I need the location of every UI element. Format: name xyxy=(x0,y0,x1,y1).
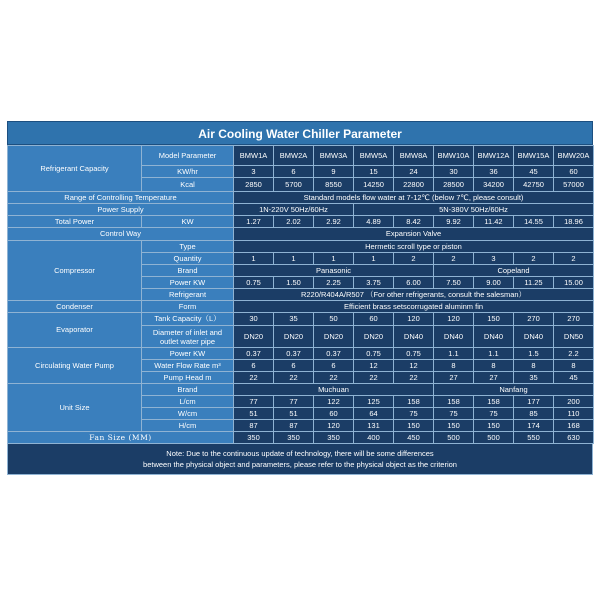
compressor-power-cell: 1.50 xyxy=(274,277,314,289)
compressor-power-cell: 3.75 xyxy=(354,277,394,289)
pump-flow-cell: 12 xyxy=(394,360,434,372)
pump-flow-label: Water Flow Rate m³ xyxy=(142,360,234,372)
tank-capacity-cell: 120 xyxy=(434,313,474,326)
capacity-kw-cell: 45 xyxy=(514,166,554,178)
fan-size-cell: 350 xyxy=(234,432,274,444)
compressor-quantity-cell: 1 xyxy=(354,253,394,265)
pump-flow-cell: 8 xyxy=(434,360,474,372)
condenser-form-value: Efficient brass setscorrugated aluminm fin xyxy=(234,301,594,313)
control-way-label: Control Way xyxy=(8,228,234,241)
capacity-kcal-cell: 8550 xyxy=(314,178,354,192)
compressor-power-label: Power KW xyxy=(142,277,234,289)
compressor-type-value: Hermetic scroll type or piston xyxy=(234,241,594,253)
compressor-quantity-cell: 1 xyxy=(314,253,354,265)
table-row xyxy=(8,301,594,313)
unit-length-cell: 158 xyxy=(474,396,514,408)
pipe-diameter-cell: DN50 xyxy=(554,326,594,348)
tank-capacity-cell: 150 xyxy=(474,313,514,326)
pump-head-cell: 27 xyxy=(474,372,514,384)
capacity-kw-cell: 36 xyxy=(474,166,514,178)
table-row xyxy=(8,313,594,326)
compressor-quantity-cell: 2 xyxy=(554,253,594,265)
pump-power-cell: 1.1 xyxy=(474,348,514,360)
condenser-label: Condenser xyxy=(8,301,142,313)
table-row xyxy=(8,146,594,166)
height-label: H/cm xyxy=(142,420,234,432)
total-power-cell: 2.02 xyxy=(274,216,314,228)
range-control-value: Standard models flow water at 7-12℃ (below 7℃, please consult) xyxy=(234,192,594,204)
compressor-quantity-label: Quantity xyxy=(142,253,234,265)
range-control-label: Range of Controlling Temperature xyxy=(8,192,234,204)
capacity-kcal-cell: 28500 xyxy=(434,178,474,192)
pipe-diameter-cell: DN20 xyxy=(234,326,274,348)
table-row xyxy=(8,228,594,241)
capacity-kw-cell: 6 xyxy=(274,166,314,178)
fan-size-cell: 550 xyxy=(514,432,554,444)
unit-height-cell: 120 xyxy=(314,420,354,432)
compressor-quantity-cell: 2 xyxy=(394,253,434,265)
fan-size-label: Fan Size (MM) xyxy=(8,432,234,444)
unit-length-cell: 77 xyxy=(274,396,314,408)
pipe-diameter-cell: DN40 xyxy=(474,326,514,348)
pump-head-cell: 22 xyxy=(234,372,274,384)
pump-head-label: Pump Head m xyxy=(142,372,234,384)
refrigerant-label: Refrigerant xyxy=(142,289,234,301)
pump-head-cell: 22 xyxy=(354,372,394,384)
fan-size-cell: 350 xyxy=(314,432,354,444)
tank-capacity-cell: 60 xyxy=(354,313,394,326)
unit-height-cell: 87 xyxy=(274,420,314,432)
control-way-value: Expansion Valve xyxy=(234,228,594,241)
pipe-diameter-cell: DN20 xyxy=(354,326,394,348)
compressor-power-cell: 7.50 xyxy=(434,277,474,289)
table-row xyxy=(8,216,594,228)
refrigerant-capacity-label: Refrigerant Capacity xyxy=(8,146,142,192)
unit-width-cell: 51 xyxy=(234,408,274,420)
pump-head-cell: 22 xyxy=(274,372,314,384)
pump-flow-cell: 8 xyxy=(514,360,554,372)
tank-capacity-cell: 30 xyxy=(234,313,274,326)
total-power-cell: 2.92 xyxy=(314,216,354,228)
capacity-kcal-cell: 2850 xyxy=(234,178,274,192)
unit-length-cell: 158 xyxy=(434,396,474,408)
unit-length-cell: 77 xyxy=(234,396,274,408)
model-name-cell: BMW1A xyxy=(234,146,274,166)
pipe-diameter-cell: DN20 xyxy=(274,326,314,348)
compressor-quantity-cell: 2 xyxy=(514,253,554,265)
pump-head-cell: 45 xyxy=(554,372,594,384)
unit-width-cell: 51 xyxy=(274,408,314,420)
unit-length-cell: 125 xyxy=(354,396,394,408)
unit-length-cell: 158 xyxy=(394,396,434,408)
pump-head-cell: 22 xyxy=(314,372,354,384)
capacity-kcal-cell: 57000 xyxy=(554,178,594,192)
pump-power-cell: 0.37 xyxy=(234,348,274,360)
tank-capacity-cell: 120 xyxy=(394,313,434,326)
pump-flow-cell: 12 xyxy=(354,360,394,372)
capacity-kcal-cell: 14250 xyxy=(354,178,394,192)
total-power-cell: 8.42 xyxy=(394,216,434,228)
pipe-diameter-cell: DN20 xyxy=(314,326,354,348)
table-row xyxy=(8,204,594,216)
power-supply-three-phase: 5N-380V 50Hz/60Hz xyxy=(354,204,594,216)
refrigerant-value: R220/R404A/R507 （For other refrigerants, consult the salesman） xyxy=(234,289,594,301)
compressor-power-cell: 15.00 xyxy=(554,277,594,289)
pump-power-cell: 0.37 xyxy=(274,348,314,360)
model-parameter-label: Model Parameter xyxy=(142,146,234,166)
tank-capacity-cell: 35 xyxy=(274,313,314,326)
unit-height-cell: 150 xyxy=(474,420,514,432)
compressor-power-cell: 11.25 xyxy=(514,277,554,289)
fan-size-cell: 630 xyxy=(554,432,594,444)
pump-power-cell: 2.2 xyxy=(554,348,594,360)
unit-height-cell: 150 xyxy=(434,420,474,432)
pump-label: Circulating Water Pump xyxy=(8,348,142,384)
total-power-cell: 14.55 xyxy=(514,216,554,228)
pump-brand-muchuan: Muchuan xyxy=(234,384,434,396)
note-line-1: Note: Due to the continuous update of technology, there will be some differences xyxy=(166,449,434,458)
note-line-2: between the physical object and parameters, please refer to the physical object as the criterion xyxy=(143,460,457,469)
total-power-cell: 9.92 xyxy=(434,216,474,228)
compressor-type-label: Type xyxy=(142,241,234,253)
unit-width-cell: 60 xyxy=(314,408,354,420)
unit-height-cell: 168 xyxy=(554,420,594,432)
compressor-brand-panasonic: Panasonic xyxy=(234,265,434,277)
pump-head-cell: 22 xyxy=(394,372,434,384)
compressor-power-cell: 6.00 xyxy=(394,277,434,289)
compressor-quantity-cell: 3 xyxy=(474,253,514,265)
unit-length-cell: 177 xyxy=(514,396,554,408)
fan-size-cell: 450 xyxy=(394,432,434,444)
model-name-cell: BMW10A xyxy=(434,146,474,166)
evaporator-label: Evaporator xyxy=(8,313,142,348)
unit-width-cell: 85 xyxy=(514,408,554,420)
pump-brand-nanfang: Nanfang xyxy=(434,384,594,396)
capacity-kw-cell: 60 xyxy=(554,166,594,178)
unit-width-cell: 64 xyxy=(354,408,394,420)
pump-power-cell: 1.5 xyxy=(514,348,554,360)
model-name-cell: BMW15A xyxy=(514,146,554,166)
pump-flow-cell: 6 xyxy=(314,360,354,372)
capacity-kcal-cell: 5700 xyxy=(274,178,314,192)
capacity-kcal-cell: 34200 xyxy=(474,178,514,192)
compressor-quantity-cell: 1 xyxy=(274,253,314,265)
kcal-label: Kcal xyxy=(142,178,234,192)
capacity-kw-cell: 15 xyxy=(354,166,394,178)
unit-height-cell: 131 xyxy=(354,420,394,432)
compressor-power-cell: 0.75 xyxy=(234,277,274,289)
table-row xyxy=(8,384,594,396)
fan-size-cell: 500 xyxy=(434,432,474,444)
pump-head-cell: 35 xyxy=(514,372,554,384)
capacity-kw-cell: 24 xyxy=(394,166,434,178)
pipe-diameter-cell: DN40 xyxy=(514,326,554,348)
tank-capacity-label: Tank Capacity（L） xyxy=(142,313,234,326)
total-power-label: Total Power xyxy=(8,216,142,228)
tank-capacity-cell: 270 xyxy=(514,313,554,326)
model-name-cell: BMW2A xyxy=(274,146,314,166)
model-name-cell: BMW3A xyxy=(314,146,354,166)
fan-size-cell: 350 xyxy=(274,432,314,444)
pump-power-cell: 1.1 xyxy=(434,348,474,360)
pump-power-cell: 0.75 xyxy=(354,348,394,360)
parameter-table xyxy=(7,145,594,444)
tank-capacity-cell: 50 xyxy=(314,313,354,326)
table-row xyxy=(8,192,594,204)
condenser-form-label: Form xyxy=(142,301,234,313)
pump-power-label: Power KW xyxy=(142,348,234,360)
compressor-brand-copeland: Copeland xyxy=(434,265,594,277)
kw-hr-label: KW/hr xyxy=(142,166,234,178)
power-supply-single-phase: 1N-220V 50Hz/60Hz xyxy=(234,204,354,216)
model-name-cell: BMW5A xyxy=(354,146,394,166)
unit-width-cell: 75 xyxy=(394,408,434,420)
total-power-cell: 11.42 xyxy=(474,216,514,228)
table-row xyxy=(8,241,594,253)
pump-brand-label: Brand xyxy=(142,384,234,396)
total-power-cell: 1.27 xyxy=(234,216,274,228)
pump-flow-cell: 6 xyxy=(234,360,274,372)
length-label: L/cm xyxy=(142,396,234,408)
unit-size-label: Unit Size xyxy=(8,384,142,432)
unit-width-cell: 75 xyxy=(474,408,514,420)
pipe-diameter-cell: DN40 xyxy=(434,326,474,348)
unit-height-cell: 150 xyxy=(394,420,434,432)
pump-flow-cell: 6 xyxy=(274,360,314,372)
compressor-label: Compressor xyxy=(8,241,142,301)
compressor-quantity-cell: 1 xyxy=(234,253,274,265)
parameter-sheet xyxy=(7,121,593,475)
model-name-cell: BMW12A xyxy=(474,146,514,166)
capacity-kcal-cell: 42750 xyxy=(514,178,554,192)
unit-width-cell: 75 xyxy=(434,408,474,420)
unit-length-cell: 122 xyxy=(314,396,354,408)
pump-power-cell: 0.37 xyxy=(314,348,354,360)
unit-height-cell: 174 xyxy=(514,420,554,432)
unit-length-cell: 200 xyxy=(554,396,594,408)
capacity-kw-cell: 3 xyxy=(234,166,274,178)
compressor-power-cell: 9.00 xyxy=(474,277,514,289)
fan-size-cell: 500 xyxy=(474,432,514,444)
capacity-kw-cell: 30 xyxy=(434,166,474,178)
note-box xyxy=(7,444,593,475)
unit-height-cell: 87 xyxy=(234,420,274,432)
width-label: W/cm xyxy=(142,408,234,420)
total-power-cell: 18.96 xyxy=(554,216,594,228)
total-power-unit: KW xyxy=(142,216,234,228)
pump-flow-cell: 8 xyxy=(554,360,594,372)
table-row xyxy=(8,432,594,444)
model-name-cell: BMW20A xyxy=(554,146,594,166)
sheet-title: Air Cooling Water Chiller Parameter xyxy=(7,121,593,145)
unit-width-cell: 110 xyxy=(554,408,594,420)
compressor-power-cell: 2.25 xyxy=(314,277,354,289)
compressor-quantity-cell: 2 xyxy=(434,253,474,265)
tank-capacity-cell: 270 xyxy=(554,313,594,326)
capacity-kw-cell: 9 xyxy=(314,166,354,178)
capacity-kcal-cell: 22800 xyxy=(394,178,434,192)
model-name-cell: BMW8A xyxy=(394,146,434,166)
pump-power-cell: 0.75 xyxy=(394,348,434,360)
fan-size-cell: 400 xyxy=(354,432,394,444)
total-power-cell: 4.89 xyxy=(354,216,394,228)
pipe-diameter-label: Diameter of inlet and outlet water pipe xyxy=(142,326,234,348)
compressor-brand-label: Brand xyxy=(142,265,234,277)
power-supply-label: Power Supply xyxy=(8,204,234,216)
pump-head-cell: 27 xyxy=(434,372,474,384)
pump-flow-cell: 8 xyxy=(474,360,514,372)
pipe-diameter-cell: DN40 xyxy=(394,326,434,348)
table-row xyxy=(8,348,594,360)
